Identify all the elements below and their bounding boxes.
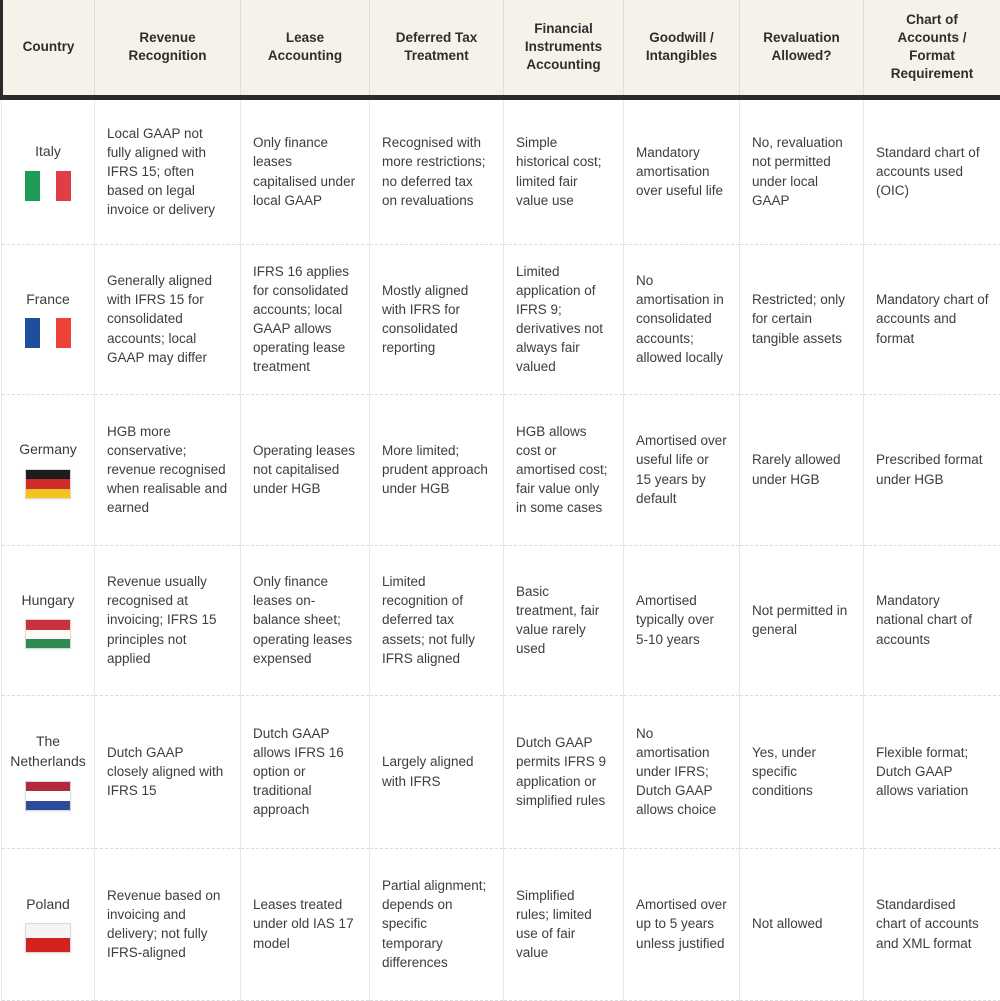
table-cell bbox=[370, 848, 504, 1000]
table-cell bbox=[504, 695, 624, 848]
cell-text: Prescribed format under HGB bbox=[876, 450, 989, 488]
table-row bbox=[2, 695, 1000, 848]
cell-text: More limited; prudent approach under HGB bbox=[382, 441, 491, 498]
header-lease-accounting: Lease Accounting bbox=[241, 0, 370, 97]
table-row bbox=[2, 545, 1000, 695]
table-cell bbox=[95, 394, 241, 545]
table-cell bbox=[864, 545, 1000, 695]
table-cell bbox=[864, 244, 1000, 394]
cell-text: Amortised over up to 5 years unless justified bbox=[636, 895, 727, 952]
flag-stripe bbox=[26, 470, 70, 479]
country-cell bbox=[2, 244, 95, 394]
flag-stripe bbox=[26, 620, 70, 629]
header-revenue-recognition: Revenue Recognition bbox=[95, 0, 241, 97]
header-row bbox=[2, 0, 1000, 97]
cell-text: Limited recognition of deferred tax assets; not fully IFRS aligned bbox=[382, 572, 491, 668]
table-cell bbox=[370, 244, 504, 394]
cell-text: Flexible format; Dutch GAAP allows variation bbox=[876, 743, 989, 800]
flag-stripe bbox=[26, 791, 70, 800]
table-cell bbox=[624, 97, 740, 244]
flag-stripe bbox=[26, 924, 70, 938]
table-cell bbox=[740, 97, 864, 244]
table-cell bbox=[740, 545, 864, 695]
cell-text: Standardised chart of accounts and XML format bbox=[876, 895, 989, 952]
table-cell bbox=[740, 244, 864, 394]
cell-text: Basic treatment, fair value rarely used bbox=[516, 582, 611, 659]
flag-stripe bbox=[26, 938, 70, 952]
table-cell bbox=[504, 545, 624, 695]
table-cell bbox=[504, 848, 624, 1000]
cell-text: Standard chart of accounts used (OIC) bbox=[876, 143, 989, 200]
table-cell bbox=[241, 394, 370, 545]
cell-text: Amortised over useful life or 15 years by default bbox=[636, 431, 727, 508]
country-name: Hungary bbox=[8, 591, 88, 611]
flag-stripe bbox=[25, 318, 40, 348]
country-cell bbox=[2, 97, 95, 244]
flag-stripe bbox=[25, 171, 40, 201]
flag-stripe bbox=[40, 171, 55, 201]
country-name: France bbox=[8, 290, 88, 310]
table-cell bbox=[624, 848, 740, 1000]
cell-text: Recognised with more restrictions; no deferred tax on revaluations bbox=[382, 133, 491, 210]
flag-stripe bbox=[26, 479, 70, 488]
cell-text: No, revaluation not permitted under local GAAP bbox=[752, 133, 851, 210]
cell-text: Leases treated under old IAS 17 model bbox=[253, 895, 357, 952]
cell-text: Dutch GAAP permits IFRS 9 application or simplified rules bbox=[516, 733, 611, 810]
table-cell bbox=[740, 394, 864, 545]
table-cell bbox=[740, 848, 864, 1000]
cell-text: Only finance leases on-balance sheet; operating leases expensed bbox=[253, 572, 357, 668]
cell-text: Simple historical cost; limited fair value use bbox=[516, 133, 611, 210]
table-cell bbox=[740, 695, 864, 848]
cell-text: Restricted; only for certain tangible assets bbox=[752, 290, 851, 347]
cell-text: Limited application of IFRS 9; derivatives not always fair valued bbox=[516, 262, 611, 377]
poland-flag bbox=[25, 923, 71, 953]
table-cell bbox=[624, 545, 740, 695]
france-flag bbox=[25, 318, 71, 348]
cell-text: Not permitted in general bbox=[752, 601, 851, 639]
flag-stripe bbox=[26, 489, 70, 498]
cell-text: Generally aligned with IFRS 15 for consolidated accounts; local GAAP may differ bbox=[107, 271, 228, 367]
table-row bbox=[2, 97, 1000, 244]
table-cell bbox=[241, 545, 370, 695]
header-goodwill-intangibles: Goodwill / Intangibles bbox=[624, 0, 740, 97]
table-header bbox=[2, 0, 1000, 97]
country-name: Poland bbox=[8, 895, 88, 915]
flag-stripe bbox=[40, 318, 55, 348]
table-row bbox=[2, 848, 1000, 1000]
flag-stripe bbox=[26, 630, 70, 639]
flag-stripe bbox=[26, 801, 70, 810]
hungary-flag bbox=[25, 619, 71, 649]
table-cell bbox=[504, 97, 624, 244]
cell-text: Not allowed bbox=[752, 914, 851, 933]
table-cell bbox=[504, 244, 624, 394]
table-cell bbox=[95, 244, 241, 394]
table-cell bbox=[864, 394, 1000, 545]
cell-text: Only finance leases capitalised under local GAAP bbox=[253, 133, 357, 210]
table-body bbox=[2, 97, 1000, 1000]
table-cell bbox=[370, 545, 504, 695]
flag-stripe bbox=[26, 782, 70, 791]
cell-text: Revenue usually recognised at invoicing; IFRS 15 principles not applied bbox=[107, 572, 228, 668]
cell-text: Revenue based on invoicing and delivery; not fully IFRS-aligned bbox=[107, 886, 228, 963]
cell-text: HGB allows cost or amortised cost; fair value only in some cases bbox=[516, 422, 611, 518]
table-cell bbox=[504, 394, 624, 545]
cell-text: Operating leases not capitalised under HGB bbox=[253, 441, 357, 498]
table-cell bbox=[370, 394, 504, 545]
cell-text: No amortisation under IFRS; Dutch GAAP allows choice bbox=[636, 724, 727, 820]
flag-stripe bbox=[56, 171, 71, 201]
table-row bbox=[2, 244, 1000, 394]
table-cell bbox=[624, 244, 740, 394]
header-financial-instruments: Financial Instruments Accounting bbox=[504, 0, 624, 97]
table-cell bbox=[241, 244, 370, 394]
cell-text: Largely aligned with IFRS bbox=[382, 752, 491, 790]
table-cell bbox=[241, 848, 370, 1000]
cell-text: Mandatory amortisation over useful life bbox=[636, 143, 727, 200]
header-revaluation-allowed: Revaluation Allowed? bbox=[740, 0, 864, 97]
cell-text: HGB more conservative; revenue recognised when realisable and earned bbox=[107, 422, 228, 518]
table-cell bbox=[864, 97, 1000, 244]
table-cell bbox=[95, 97, 241, 244]
cell-text: Mostly aligned with IFRS for consolidated reporting bbox=[382, 281, 491, 358]
header-country: Country bbox=[2, 0, 95, 97]
table-cell bbox=[624, 695, 740, 848]
cell-text: Amortised typically over 5-10 years bbox=[636, 591, 727, 648]
germany-flag bbox=[25, 469, 71, 499]
table-cell bbox=[864, 695, 1000, 848]
table-cell bbox=[241, 695, 370, 848]
table-cell bbox=[370, 695, 504, 848]
table-cell bbox=[95, 848, 241, 1000]
table-cell bbox=[241, 97, 370, 244]
italy-flag bbox=[25, 171, 71, 201]
country-cell bbox=[2, 394, 95, 545]
cell-text: Yes, under specific conditions bbox=[752, 743, 851, 800]
cell-text: Dutch GAAP closely aligned with IFRS 15 bbox=[107, 743, 228, 800]
table-row bbox=[2, 394, 1000, 545]
country-cell bbox=[2, 545, 95, 695]
table-cell bbox=[95, 545, 241, 695]
cell-text: Mandatory national chart of accounts bbox=[876, 591, 989, 648]
flag-stripe bbox=[56, 318, 71, 348]
cell-text: Mandatory chart of accounts and format bbox=[876, 290, 989, 347]
cell-text: IFRS 16 applies for consolidated accounts; local GAAP allows operating lease treatment bbox=[253, 262, 357, 377]
table-cell bbox=[95, 695, 241, 848]
cell-text: No amortisation in consolidated accounts; allowed locally bbox=[636, 271, 727, 367]
header-deferred-tax: Deferred Tax Treatment bbox=[370, 0, 504, 97]
country-name: The Netherlands bbox=[8, 732, 88, 772]
cell-text: Partial alignment; depends on specific temporary differences bbox=[382, 876, 491, 972]
cell-text: Local GAAP not fully aligned with IFRS 15; often based on legal invoice or delivery bbox=[107, 124, 228, 220]
table-cell bbox=[370, 97, 504, 244]
table-cell bbox=[624, 394, 740, 545]
cell-text: Rarely allowed under HGB bbox=[752, 450, 851, 488]
country-cell bbox=[2, 848, 95, 1000]
table-cell bbox=[864, 848, 1000, 1000]
cell-text: Dutch GAAP allows IFRS 16 option or traditional approach bbox=[253, 724, 357, 820]
country-name: Germany bbox=[8, 440, 88, 460]
cell-text: Simplified rules; limited use of fair value bbox=[516, 886, 611, 963]
country-name: Italy bbox=[8, 142, 88, 162]
country-cell bbox=[2, 695, 95, 848]
header-chart-of-accounts: Chart of Accounts / Format Requirement bbox=[864, 0, 1000, 97]
flag-stripe bbox=[26, 639, 70, 648]
netherlands-flag bbox=[25, 781, 71, 811]
